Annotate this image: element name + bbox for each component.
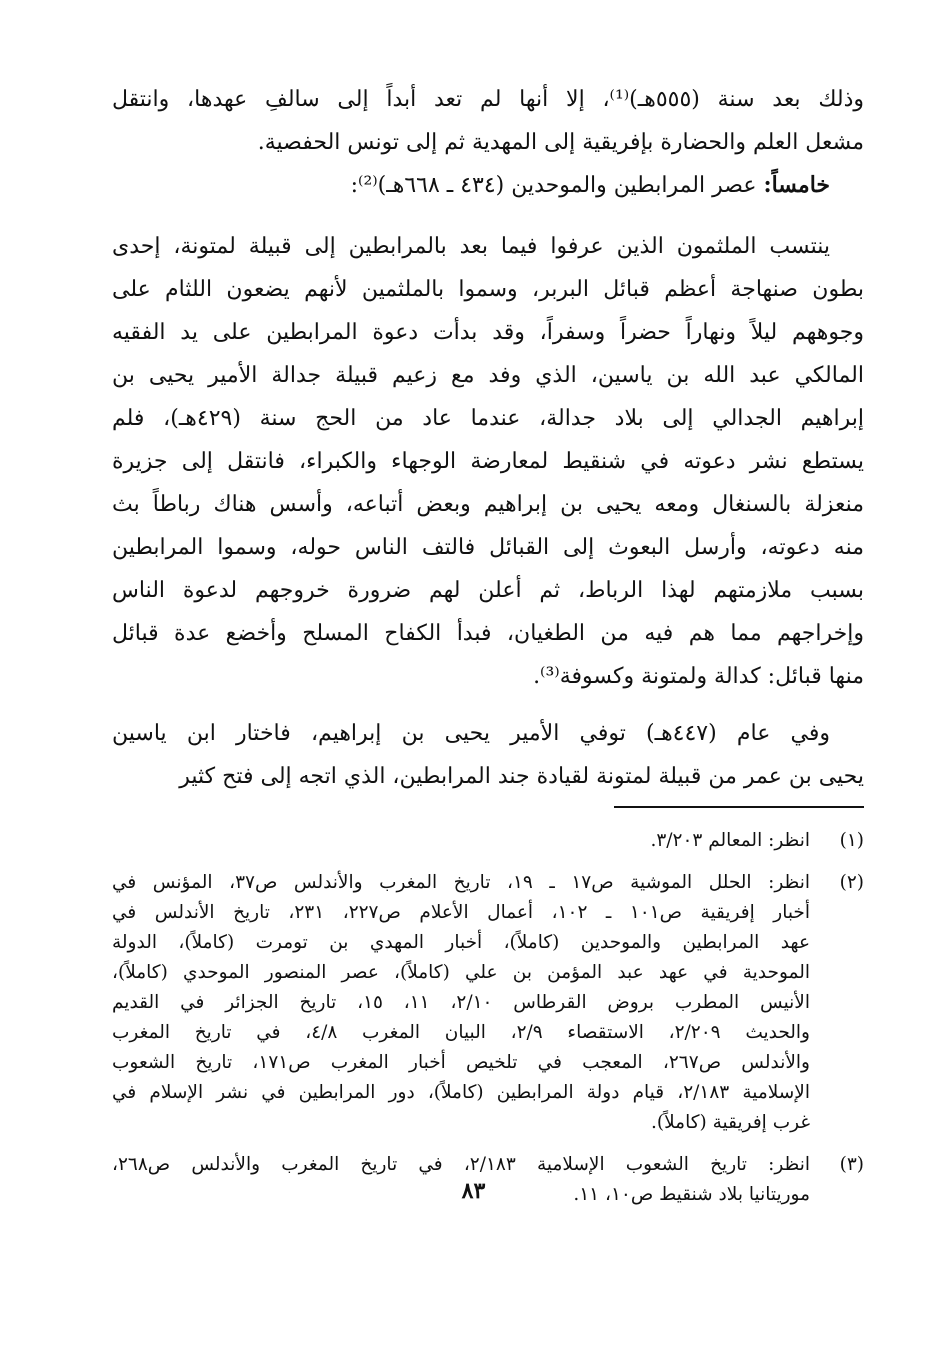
footnote-item	[112, 826, 864, 856]
footnote-number: (٣)	[839, 1154, 864, 1175]
footnote-item	[112, 868, 864, 1138]
text-line: إبراهيم الجدالي إلى بلاد جدالة، عندما عاد من الحج سنة (٤٢٩هـ)، فلم	[112, 406, 864, 431]
footnote-number: (٢)	[839, 872, 864, 893]
text-line: منه دعوته، وأرسل البعوث إلى القبائل فالتف الناس حوله، وسموا المرابطين	[112, 535, 864, 560]
footnote-line: أخبار إفريقية ص١٠١ ـ ١٠٢، أعمال الأعلام ص٢٢٧، ٢٣١، تاريخ الأندلس في	[112, 902, 810, 923]
text-line: ينتسب الملثمون الذين عرفوا فيما بعد بالمرابطين إلى قبيلة لمتونة، إحدى	[112, 234, 830, 259]
footnote-line: موريتانيا بلاد شنقيط ص١٠، ١١.	[573, 1184, 810, 1205]
footnote-line: الأنيس المطرب بروض القرطاس ٢/١٠، ١١، ١٥، تاريخ الجزائر في القديم	[112, 992, 810, 1013]
footnotes	[112, 826, 864, 1222]
footnote-divider	[614, 806, 864, 808]
footnote-line: انظر: المعالم ٣/٢٠٣.	[650, 830, 810, 851]
footnote-line: غرب إفريقية (كاملاً).	[651, 1112, 810, 1133]
footnote-line: انظر: تاريخ الشعوب الإسلامية ٢/١٨٣، في تاريخ المغرب والأندلس ص٢٦٨،	[112, 1154, 810, 1175]
section-heading	[112, 164, 864, 207]
footnote-line: والأندلس ص٢٦٧، المعجب في تلخيص أخبار المغرب ص١٧١، تاريخ الشعوب	[112, 1052, 810, 1073]
book-page	[112, 78, 864, 1308]
text-line: وفي عام (٤٤٧هـ) توفي الأمير يحيى بن إبراهيم، فاختار ابن ياسين	[112, 721, 830, 746]
text-line: وإخراجهم مما هم فيه من الطغيان، فبدأ الكفاح المسلح وأخضع عدة قبائل	[112, 621, 864, 646]
text-line: يستطع نشر دعوته في شنقيط لمعارضة الوجهاء والكبراء، فانتقل إلى جزيرة	[112, 449, 864, 474]
text-line: منها قبائل: كدالة ولمتونة وكسوفة⁽³⁾.	[533, 664, 864, 689]
text-line: يحيى بن عمر من قبيلة لمتونة لقيادة جند المرابطين، الذي اتجه إلى فتح كثير	[179, 764, 864, 789]
footnote-line: الموحدية في عهد عبد المؤمن بن علي (كاملاً)، عصر المنصور الموحدي (كاملاً)،	[112, 962, 810, 983]
heading-lead: خامساً:	[763, 172, 830, 198]
main-text	[112, 78, 864, 798]
page-number: ٨٣	[461, 1178, 486, 1204]
footnote-line: والحديث ٢/٢٠٩، الاستقصاء ٢/٩، البيان المغرب ٤/٨، في تاريخ المغرب	[112, 1022, 810, 1043]
text-line: وجوههم ليلاً ونهاراً حضراً وسفراً، وقد بدأت دعوة المرابطين على يد الفقيه	[112, 320, 864, 345]
heading-text: عصر المرابطين والموحدين (٤٣٤ ـ ٦٦٨هـ)⁽²⁾:	[350, 173, 764, 198]
paragraph-2	[112, 712, 864, 798]
intro-paragraph	[112, 78, 864, 164]
footnote-number: (١)	[839, 830, 864, 851]
footnote-line: الإسلامية ٢/١٨٣، قيام دولة المرابطين (كاملاً)، دور المرابطين في نشر الإسلام في	[112, 1082, 810, 1103]
text-line: المالكي عبد الله بن ياسين، الذي وفد مع زعيم قبيلة جدالة الأمير يحيى بن	[112, 363, 864, 388]
paragraph-1	[112, 225, 864, 698]
footnote-line: انظر: الحلل الموشية ص١٧ ـ ١٩، تاريخ المغرب والأندلس ص٣٧، المؤنس في	[112, 872, 810, 893]
text-line: بسبب ملازمتهم لهذا الرباط، ثم أعلن لهم ضرورة خروجهم لدعوة الناس	[112, 578, 864, 603]
text-line: منعزلة بالسنغال ومعه يحيى بن إبراهيم وبعض أتباعه، وأسس هناك رباطاً بث	[112, 492, 864, 517]
text-line: بطون صنهاجة أعظم قبائل البربر، وسموا بالملثمين لأنهم يضعون اللثام على	[112, 277, 864, 302]
footnote-line: عهد المرابطين والموحدين (كاملاً)، أخبار المهدي بن تومرت (كاملاً)، الدولة	[112, 932, 810, 953]
text-line: وذلك بعد سنة (٥٥٥هـ)⁽¹⁾، إلا أنها لم تعد أبداً إلى سالفِ عهدها، وانتقل	[112, 87, 864, 112]
text-line: مشعل العلم والحضارة بإفريقية إلى المهدية ثم إلى تونس الحفصية.	[257, 130, 864, 155]
